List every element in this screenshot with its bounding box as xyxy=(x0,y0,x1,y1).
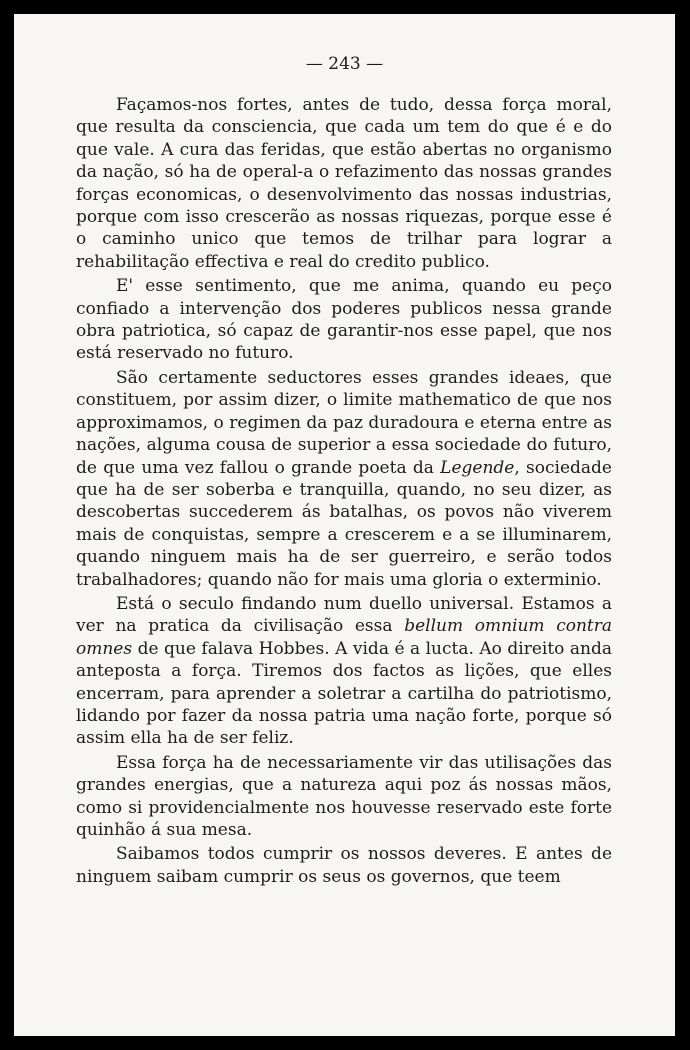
italic-phrase: bellum omnium contra omnes xyxy=(76,616,612,659)
paragraph xyxy=(76,843,612,888)
paragraph-text: de que falava Hobbes. A vida é a lucta. Ao direito anda anteposta a força. Tiremos dos factos as lições, que elles encerram, para aprender a soletrar a cartilha do patriotismo, lidando por fazer da nossa patria uma nação forte, porque só assim ella ha de ser feliz. xyxy=(76,638,612,749)
paragraph xyxy=(76,367,612,591)
paragraph-text: , sociedade que ha de ser soberba e tranquilla, quando, no seu dizer, as descobertas succederem ás batalhas, os povos não viverem mais de conquistas, sempre a crescerem e a se illuminarem, quando ninguem mais ha de ser guerreiro, e serão todos trabalhadores; quando não for mais uma gloria o exterminio. xyxy=(76,457,612,590)
paragraph-text: E' esse sentimento, que me anima, quando eu peço confiado a intervenção dos poderes publicos nessa grande obra patriotica, só capaz de garantir-nos esse papel, que nos está reservado no futuro. xyxy=(76,276,612,364)
body-text xyxy=(76,94,612,888)
paragraph xyxy=(76,593,612,750)
paragraph xyxy=(76,94,612,273)
book-page xyxy=(14,14,675,1036)
page-number: — 243 — xyxy=(305,54,384,74)
italic-phrase: Legende xyxy=(440,457,515,478)
paragraph xyxy=(76,752,612,842)
paragraph-text: Façamos-nos fortes, antes de tudo, dessa força moral, que resulta da consciencia, que cada um tem do que é e do que vale. A cura das feridas, que estão abertas no organismo da nação, só ha de operal-a o refazimento das nossas grandes forças economicas, o desenvolvimento das nossas industrias, porque com isso crescerão as nossas riquezas, porque esse é o caminho unico que temos de trilhar para lograr a rehabilitação effectiva e real do credito publico. xyxy=(76,95,612,272)
paragraph-text: Está o seculo findando num duello universal. Estamos a ver na pratica da civilisação essa xyxy=(76,593,612,637)
paragraph-text: Essa força ha de necessariamente vir das utilisações das grandes energias, que a natureza aqui poz ás nossas mãos, como si providencialmente nos houvesse reservado este forte quinhão á sua mesa. xyxy=(76,752,612,840)
paragraph xyxy=(76,275,612,365)
paragraph-text: Saibamos todos cumprir os nossos deveres. E antes de ninguem saibam cumprir os seus os governos, que teem xyxy=(76,844,612,887)
paragraph-text: São certamente seductores esses grandes ideaes, que constituem, por assim dizer, o limite mathematico de que nos approximamos, o regimen da paz duradoura e eterna entre as nações, alguma cousa de superior a essa sociedade do futuro, de que uma vez fallou o grande poeta da xyxy=(76,367,612,478)
